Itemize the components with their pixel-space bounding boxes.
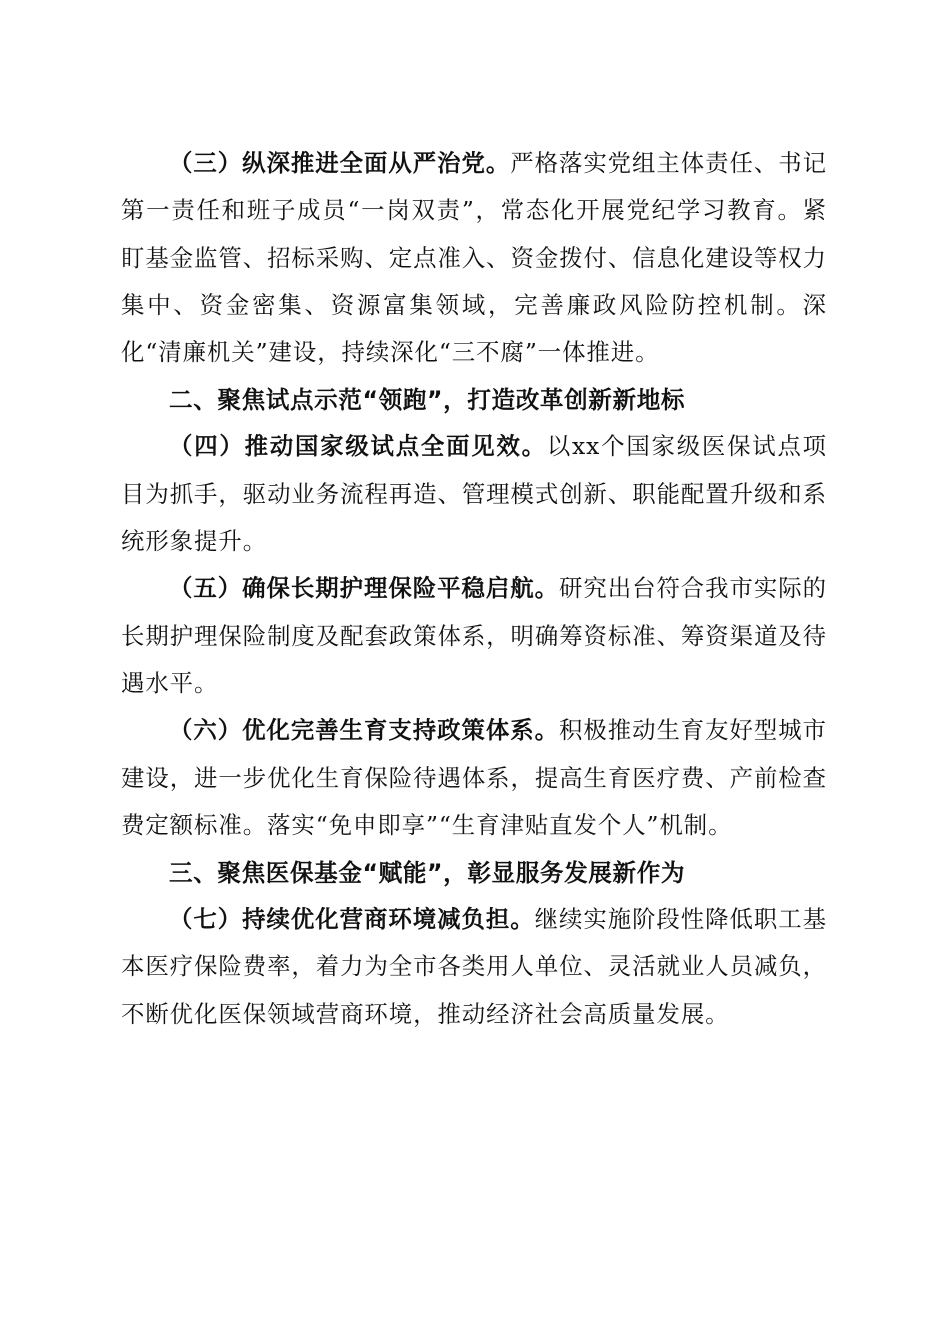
paragraph-6	[121, 707, 827, 849]
section-heading-2: 二、聚焦试点示范“领跑”，打造改革创新新地标	[169, 386, 686, 415]
paragraph-5-text: 研究出台符合我市实际的长期护理保险制度及配套政策体系，明确筹资标准、筹资渠道及待遇水平。	[121, 574, 828, 697]
section-heading-3: 三、聚焦医保基金“赋能”，彰显服务发展新作为	[169, 859, 686, 888]
paragraph-3	[121, 140, 827, 376]
paragraph-6-text: 积极推动生育友好型城市建设，进一步优化生育保险待遇体系，提高生育医疗费、产前检查费定额标准。落实“免申即享”“生育津贴直发个人”机制。	[121, 716, 828, 839]
paragraph-4	[121, 423, 827, 565]
document-body	[121, 140, 827, 1038]
paragraph-4-text: 以xx个国家级医保试点项目为抓手，驱动业务流程再造、管理模式创新、职能配置升级和系统形象提升。	[121, 432, 827, 556]
paragraph-3-text: 严格落实党组主体责任、书记第一责任和班子成员“一岗双责”，常态化开展党纪学习教育。紧盯基金监管、招标采购、定点准入、资金拨付、信息化建设等权力集中、资金密集、资源富集领域，完善廉政风险防控机制。深化“清廉机关”建设，持续深化“三不腐”一体推进。	[121, 149, 827, 367]
paragraph-7-text: 继续实施阶段性降低职工基本医疗保险费率，着力为全市各类用人单位、灵活就业人员减负，不断优化医保领域营商环境，推动经济社会高质量发展。	[121, 905, 828, 1028]
paragraph-7-lead: （七）持续优化营商环境减负担。	[169, 905, 535, 934]
paragraph-7	[121, 896, 827, 1038]
paragraph-5-lead: （五）确保长期护理保险平稳启航。	[169, 574, 559, 603]
paragraph-4-lead: （四）推动国家级试点全面见效。	[169, 432, 547, 461]
paragraph-5	[121, 565, 827, 707]
paragraph-3-lead: （三）纵深推进全面从严治党。	[169, 149, 511, 177]
paragraph-6-lead: （六）优化完善生育支持政策体系。	[169, 716, 559, 745]
